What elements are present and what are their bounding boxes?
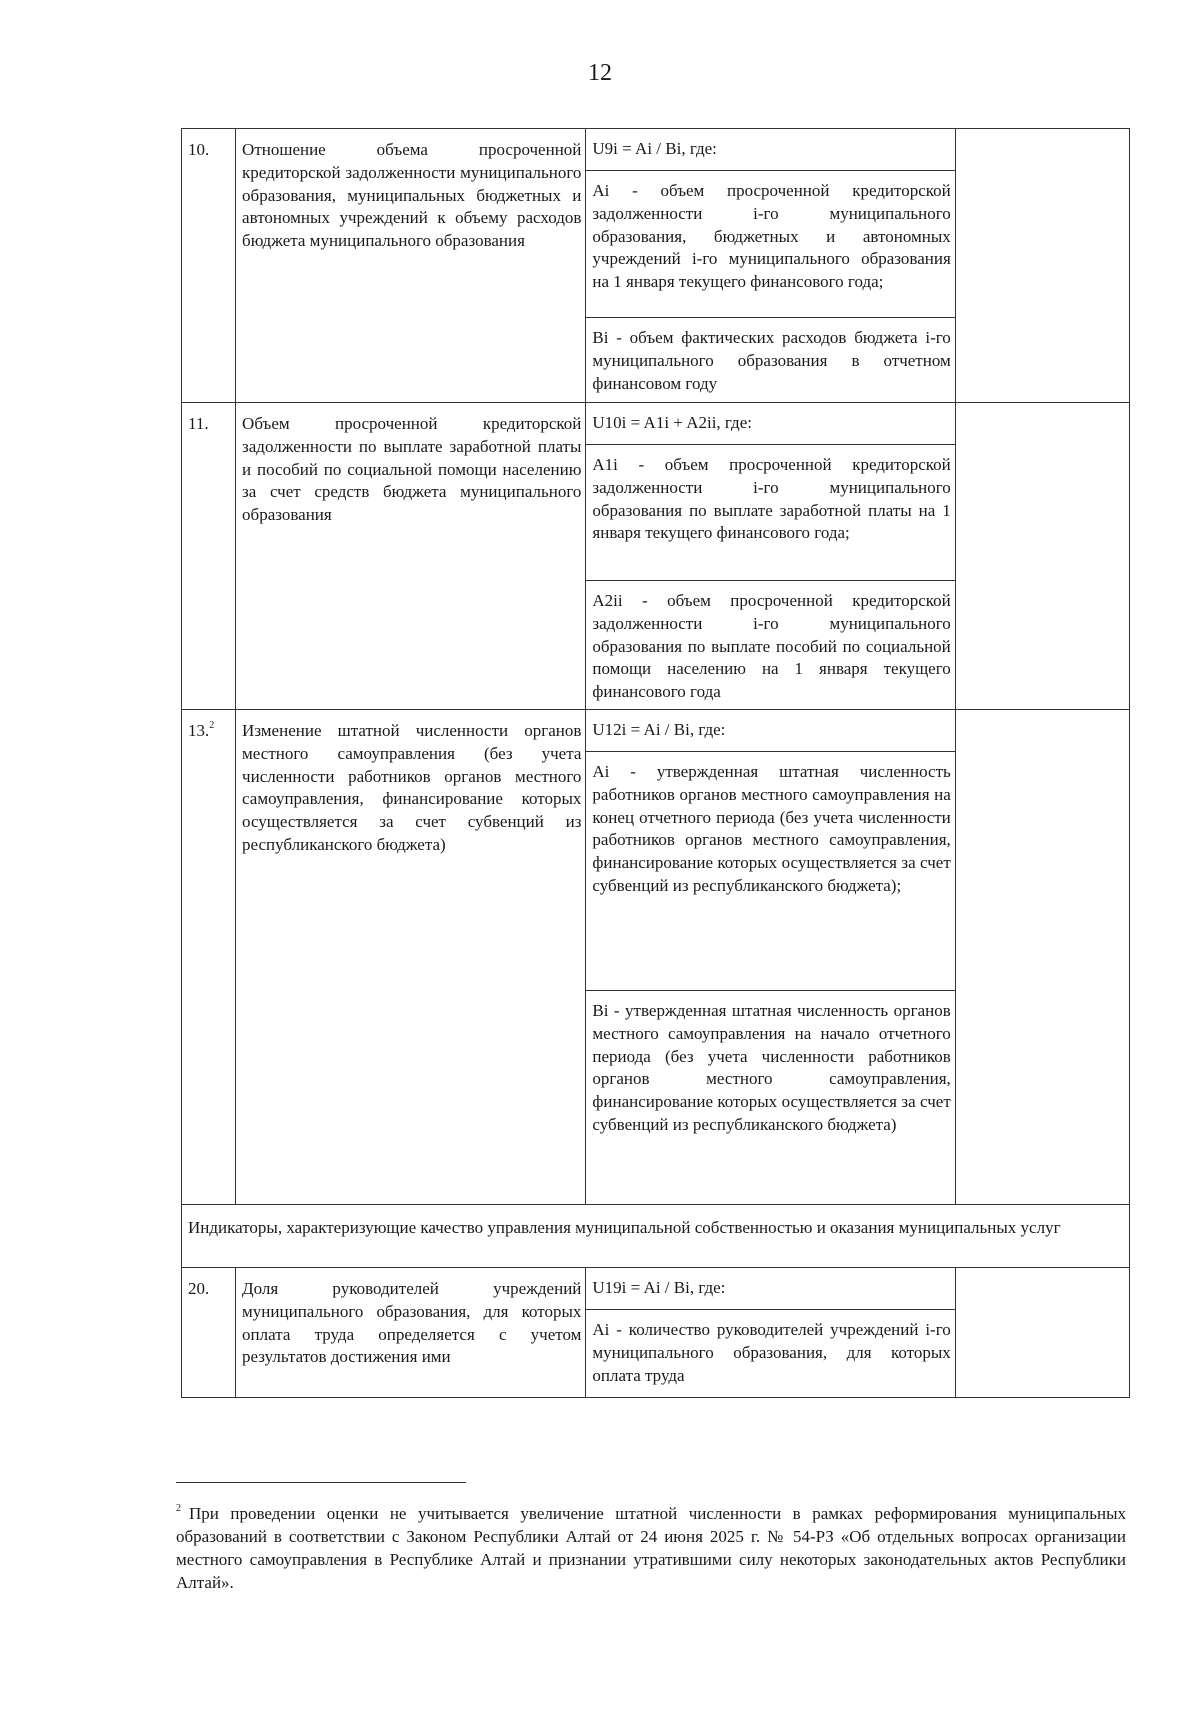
formula-cell xyxy=(586,129,955,403)
footnote-ref: 2 xyxy=(209,720,215,731)
empty-cell xyxy=(955,710,1129,1205)
formula-cell xyxy=(586,710,955,1205)
variable-definition: A2ii - объем просроченной кредиторской задолженности i-го муниципального образования по выплате пособий по социальной помощи населению на 1 января текущего финансового года xyxy=(592,591,951,702)
empty-cell xyxy=(955,1268,1129,1398)
row-number-cell xyxy=(182,403,236,710)
indicator-name-cell xyxy=(236,129,586,403)
indicators-table xyxy=(181,128,1130,1398)
indicator-name-cell xyxy=(236,403,586,710)
table-section-row xyxy=(182,1205,1130,1268)
variable-definition: Ai - утвержденная штатная численность работников органов местного самоуправления на конец отчетного периода (без учета численности работников органов местного самоуправления, финансирование которых осуществляется за счет субвенций из республиканского бюджета); xyxy=(586,752,954,991)
row-number-cell xyxy=(182,710,236,1205)
variable-definition: Ai - объем просроченной кредиторской задолженности i-го муниципального образования, бюджетных и автономных учреждений i-го муниципального образования на 1 января текущего финансового года; xyxy=(586,171,954,318)
row-number-cell xyxy=(182,1268,236,1398)
variable-definition: Bi - объем фактических расходов бюджета i-го муниципального образования в отчетном финансовом году xyxy=(592,328,951,393)
row-number: 11. xyxy=(188,414,209,433)
table-row xyxy=(182,129,1130,403)
indicator-name: Объем просроченной кредиторской задолженности по выплате заработной платы и пособий по социальной помощи населению за счет средств бюджета муниципального образования xyxy=(242,414,582,525)
row-number: 10. xyxy=(188,140,210,159)
formula-cell xyxy=(586,1268,955,1398)
indicator-name-cell xyxy=(236,1268,586,1398)
variable-definition: Bi - утвержденная штатная численность органов местного самоуправления на начало отчетного периода (без учета численности работников органов местного самоуправления, финансирование которых осуществляется за счет субвенций из республиканского бюджета) xyxy=(592,1001,951,1134)
page-number: 12 xyxy=(588,60,612,86)
footnote-text: При проведении оценки не учитывается увеличение штатной численности в рамках реформирования муниципальных образований в соответствии с Законом Республики Алтай от 24 июня 2025 г. № 54-РЗ «Об отдельных вопросах организации местного самоуправления в Республике Алтай и признании утратившими силу некоторых законодательных актов Республики Алтай». xyxy=(176,1504,1126,1592)
row-number: 13.$^2$ xyxy=(188,720,215,740)
empty-cell xyxy=(955,129,1129,403)
footnote-mark: 2 xyxy=(176,1503,181,1514)
formula: U19i = Ai / Bi, где: xyxy=(586,1268,954,1310)
formula: U12i = Ai / Bi, где: xyxy=(586,710,954,752)
indicator-name: Отношение объема просроченной кредиторской задолженности муниципального образования, муниципальных бюджетных и автономных учреждений к объему расходов бюджета муниципального образования xyxy=(242,140,582,251)
indicator-name-cell xyxy=(236,710,586,1205)
variable-definition: Ai - количество руководителей учреждений i-го муниципального образования, для которых оплата труда xyxy=(592,1320,951,1385)
row-number-cell xyxy=(182,129,236,403)
indicator-name: Изменение штатной численности органов местного самоуправления (без учета численности работников органов местного самоуправления, финансирование которых осуществляется за счет субвенций из республиканского бюджета) xyxy=(242,721,582,854)
section-header: Индикаторы, характеризующие качество управления муниципальной собственностью и оказания муниципальных услуг xyxy=(182,1205,1130,1268)
empty-cell xyxy=(955,403,1129,710)
formula: U9i = Ai / Bi, где: xyxy=(586,129,954,171)
row-number: 20. xyxy=(188,1279,210,1298)
variable-definition: A1i - объем просроченной кредиторской задолженности i-го муниципального образования по выплате заработной платы на 1 января текущего финансового года; xyxy=(586,445,954,581)
footnote-separator xyxy=(176,1482,466,1483)
table-row xyxy=(182,1268,1130,1398)
indicator-name: Доля руководителей учреждений муниципального образования, для которых оплата труда определяется с учетом результатов достижения ими xyxy=(242,1279,582,1367)
formula: U10i = A1i + A2ii, где: xyxy=(586,403,954,445)
table-row xyxy=(182,403,1130,710)
footnote xyxy=(176,1497,1126,1594)
formula-cell xyxy=(586,403,955,710)
table-row xyxy=(182,710,1130,1205)
